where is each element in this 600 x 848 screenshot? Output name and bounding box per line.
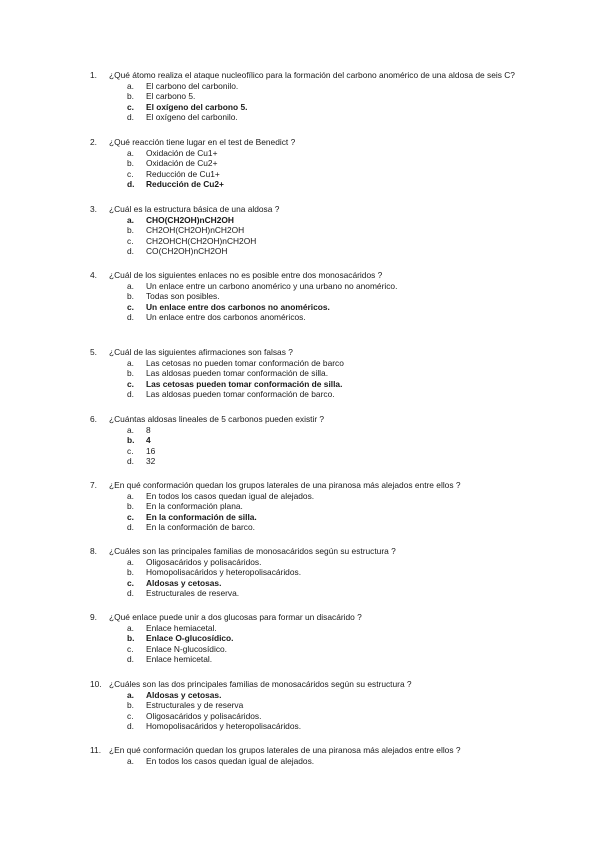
answer-option-correct — [90, 215, 560, 226]
option-letter: d. — [127, 246, 134, 257]
option-letter: b. — [127, 368, 134, 379]
option-letter: b. — [127, 501, 134, 512]
option-text: CH2OH(CH2OH)nCH2OH — [146, 225, 245, 236]
answer-option — [90, 425, 560, 436]
option-letter: c. — [127, 710, 134, 721]
option-letter: c. — [127, 643, 134, 654]
answer-option — [90, 491, 560, 502]
question-line — [90, 70, 560, 81]
option-letter: a. — [127, 755, 134, 766]
answer-option — [90, 588, 560, 599]
question-number: 3. — [90, 204, 97, 214]
answer-option-correct — [90, 302, 560, 313]
question-text: ¿En qué conformación quedan los grupos laterales de una piranosa más alejados entre ellos ? — [109, 745, 461, 755]
answer-option — [90, 246, 560, 257]
option-text: Las cetosas no pueden tomar conformación de barco — [146, 357, 344, 368]
answer-option — [90, 158, 560, 169]
answer-option-correct — [90, 179, 560, 190]
answer-option — [90, 501, 560, 512]
option-text: Reducción de Cu2+ — [146, 179, 224, 190]
question-number: 8. — [90, 546, 97, 556]
question-line — [90, 204, 560, 215]
option-letter: c. — [127, 301, 134, 312]
option-text: Enlace O-glucosídico. — [146, 633, 234, 644]
answer-option — [90, 389, 560, 400]
option-letter: b. — [127, 567, 134, 578]
answer-option — [90, 700, 560, 711]
option-text: Oxidación de Cu2+ — [146, 158, 218, 169]
question-9 — [90, 612, 560, 665]
answer-option — [90, 358, 560, 369]
option-text: Todas son posibles. — [146, 291, 220, 302]
option-text: Un enlace entre dos carbonos no anoméricos. — [146, 301, 330, 312]
question-number: 7. — [90, 480, 97, 490]
answer-option — [90, 225, 560, 236]
option-text: Un enlace entre dos carbonos anoméricos. — [146, 312, 306, 323]
answer-option — [90, 557, 560, 568]
option-text: 32 — [146, 456, 156, 467]
option-letter: a. — [127, 689, 134, 700]
question-text: ¿Cuál de las siguientes afirmaciones son falsas ? — [109, 347, 293, 357]
option-letter: c. — [127, 577, 134, 588]
question-number: 1. — [90, 70, 97, 80]
option-letter: c. — [127, 445, 134, 456]
question-7 — [90, 480, 560, 533]
answer-option — [90, 112, 560, 123]
option-letter: c. — [127, 101, 134, 112]
answer-option — [90, 623, 560, 634]
question-3 — [90, 204, 560, 257]
option-text: El carbono del carbonilo. — [146, 80, 239, 91]
question-number: 11. — [90, 745, 102, 755]
question-number: 5. — [90, 347, 97, 357]
answer-option-correct — [90, 633, 560, 644]
option-letter: d. — [127, 312, 134, 323]
option-letter: d. — [127, 179, 135, 190]
question-10 — [90, 679, 560, 732]
option-text: Homopolisacáridos y heteropolisacáridos. — [146, 567, 302, 578]
answer-option — [90, 91, 560, 102]
option-text: En todos los casos quedan igual de alejados. — [146, 490, 315, 501]
answer-option-correct — [90, 102, 560, 113]
answer-option — [90, 522, 560, 533]
option-text: En la conformación de barco. — [146, 522, 255, 533]
option-letter: d. — [127, 588, 134, 599]
answer-option-correct — [90, 690, 560, 701]
answer-option — [90, 148, 560, 159]
question-text: ¿Cuáles son las dos principales familias de monosacáridos según su estructura ? — [109, 679, 412, 689]
question-line — [90, 612, 560, 623]
question-number: 6. — [90, 414, 97, 424]
option-letter: a. — [127, 490, 134, 501]
question-number: 4. — [90, 270, 97, 280]
option-text: Un enlace entre un carbono anomérico y una urbano no anomérico. — [146, 280, 398, 291]
option-text: Estructurales y de reserva — [146, 700, 244, 711]
answer-option-correct — [90, 379, 560, 390]
answer-option — [90, 291, 560, 302]
option-text: En todos los casos quedan igual de alejados. — [146, 755, 315, 766]
option-letter: b. — [127, 91, 134, 102]
question-number: 10. — [90, 679, 102, 689]
option-letter: c. — [127, 511, 134, 522]
question-line — [90, 745, 560, 756]
question-5 — [90, 347, 560, 400]
answer-option — [90, 567, 560, 578]
option-letter: d. — [127, 389, 134, 400]
question-text: ¿En qué conformación quedan los grupos laterales de una piranosa más alejados entre ellos ? — [109, 480, 461, 490]
question-number: 9. — [90, 612, 97, 622]
option-text: Enlace N-glucosídico. — [146, 643, 227, 654]
option-letter: c. — [127, 235, 134, 246]
option-text: 8 — [146, 424, 151, 435]
answer-option — [90, 169, 560, 180]
option-letter: b. — [127, 633, 135, 644]
question-number: 2. — [90, 137, 97, 147]
option-letter: b. — [127, 435, 135, 446]
answer-option — [90, 756, 560, 767]
question-text: ¿Cuál de los siguientes enlaces no es posible entre dos monosacáridos ? — [109, 270, 383, 280]
option-text: El oxígeno del carbono 5. — [146, 101, 248, 112]
option-letter: a. — [127, 556, 134, 567]
question-4 — [90, 270, 560, 323]
option-letter: d. — [127, 456, 134, 467]
option-letter: b. — [127, 158, 134, 169]
option-letter: a. — [127, 357, 134, 368]
option-text: 4 — [146, 435, 151, 446]
question-text: ¿Cuáles son las principales familias de monosacáridos según su estructura ? — [109, 546, 396, 556]
question-line — [90, 679, 560, 690]
question-11 — [90, 745, 560, 766]
option-letter: a. — [127, 214, 134, 225]
option-letter: a. — [127, 280, 134, 291]
option-letter: a. — [127, 622, 134, 633]
option-text: El carbono 5. — [146, 91, 196, 102]
question-line — [90, 414, 560, 425]
option-letter: d. — [127, 721, 134, 732]
option-letter: d. — [127, 522, 134, 533]
answer-option — [90, 721, 560, 732]
question-8 — [90, 546, 560, 599]
option-text: Reducción de Cu1+ — [146, 168, 220, 179]
option-text: Estructurales de reserva. — [146, 588, 240, 599]
question-text: ¿Cuál es la estructura básica de una aldosa ? — [109, 204, 280, 214]
option-letter: d. — [127, 654, 134, 665]
answer-option-correct — [90, 435, 560, 446]
answer-option — [90, 456, 560, 467]
answer-option-correct — [90, 512, 560, 523]
question-text: ¿Qué reacción tiene lugar en el test de Benedict ? — [109, 137, 296, 147]
answer-option — [90, 446, 560, 457]
answer-option — [90, 81, 560, 92]
option-text: Oligosacáridos y polisacáridos. — [146, 556, 262, 567]
answer-option-correct — [90, 578, 560, 589]
answer-option — [90, 654, 560, 665]
option-letter: b. — [127, 291, 134, 302]
option-letter: b. — [127, 700, 134, 711]
option-letter: c. — [127, 378, 134, 389]
question-line — [90, 270, 560, 281]
option-text: En la conformación de silla. — [146, 511, 257, 522]
option-text: Las aldosas pueden tomar conformación de barco. — [146, 389, 335, 400]
option-text: Homopolisacáridos y heteropolisacáridos. — [146, 721, 302, 732]
question-6 — [90, 414, 560, 467]
question-line — [90, 347, 560, 358]
option-text: 16 — [146, 445, 156, 456]
option-text: Aldosas y cetosas. — [146, 689, 222, 700]
question-text: ¿Qué enlace puede unir a dos glucosas para formar un disacárido ? — [109, 612, 362, 622]
answer-option — [90, 281, 560, 292]
option-text: Oligosacáridos y polisacáridos. — [146, 710, 262, 721]
answer-option — [90, 236, 560, 247]
answer-option — [90, 711, 560, 722]
option-text: Enlace hemiacetal. — [146, 622, 217, 633]
option-text: Las cetosas pueden tomar conformación de silla. — [146, 378, 343, 389]
option-text: El oxígeno del carbonilo. — [146, 112, 238, 123]
question-line — [90, 480, 560, 491]
option-text: Enlace hemicetal. — [146, 654, 213, 665]
answer-option — [90, 312, 560, 323]
option-letter: a. — [127, 147, 134, 158]
answer-option — [90, 644, 560, 655]
question-2 — [90, 137, 560, 190]
option-text: CO(CH2OH)nCH2OH — [146, 246, 228, 257]
option-letter: b. — [127, 225, 134, 236]
option-text: Las aldosas pueden tomar conformación de silla. — [146, 368, 329, 379]
option-letter: a. — [127, 80, 134, 91]
question-text: ¿Cuántas aldosas lineales de 5 carbonos pueden existir ? — [109, 414, 325, 424]
option-letter: c. — [127, 168, 134, 179]
question-1 — [90, 70, 560, 123]
option-text: CHO(CH2OH)nCH2OH — [146, 214, 234, 225]
question-text: ¿Qué átomo realiza el ataque nucleofílico para la formación del carbono anomérico de una aldosa de seis C? — [109, 70, 515, 80]
option-text: Aldosas y cetosas. — [146, 577, 222, 588]
option-text: CH2OHCH(CH2OH)nCH2OH — [146, 235, 257, 246]
option-letter: a. — [127, 424, 134, 435]
option-letter: d. — [127, 112, 134, 123]
answer-option — [90, 368, 560, 379]
question-line — [90, 137, 560, 148]
option-text: Oxidación de Cu1+ — [146, 147, 218, 158]
option-text: En la conformación plana. — [146, 501, 243, 512]
question-line — [90, 546, 560, 557]
